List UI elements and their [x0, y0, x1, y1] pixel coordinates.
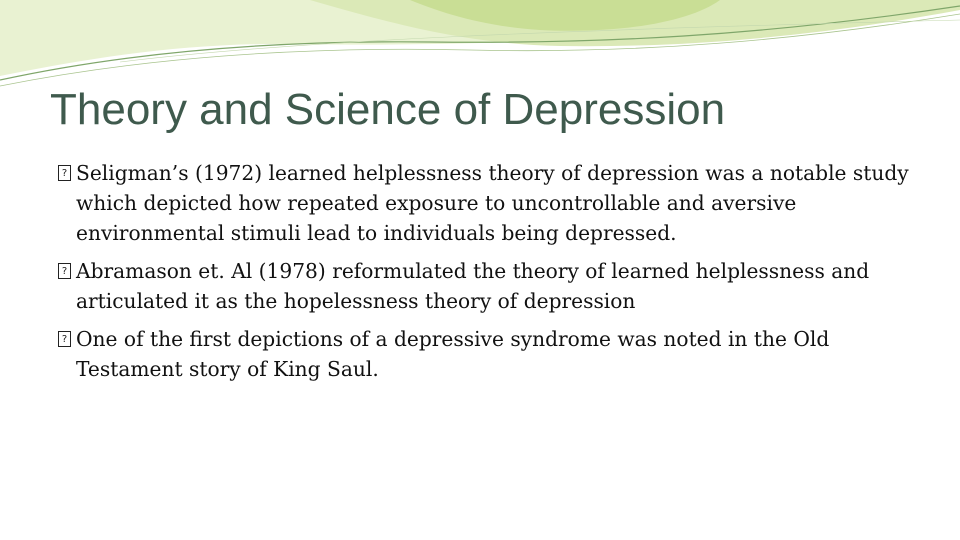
missing-glyph-box-icon: [58, 263, 71, 279]
bullet-item: [56, 324, 926, 384]
bullet-list: [56, 158, 926, 392]
missing-glyph-box-icon: [58, 331, 71, 347]
bullet-item: [56, 256, 926, 316]
slide-title: Theory and Science of Depression: [50, 85, 726, 134]
bullet-text: One of the first depictions of a depressive syndrome was noted in the Old Testament story of King Saul.: [76, 327, 830, 381]
bullet-text: Abramason et. Al (1978) reformulated the theory of learned helplessness and articulated it as the hopelessness theory of depression: [76, 259, 870, 313]
missing-glyph-box-icon: [58, 165, 71, 181]
bullet-item: [56, 158, 926, 248]
bullet-text: Seligman’s (1972) learned helplessness theory of depression was a notable study which depicted how repeated exposure to uncontrollable and aversive environmental stimuli lead to individuals being depressed.: [76, 161, 909, 245]
